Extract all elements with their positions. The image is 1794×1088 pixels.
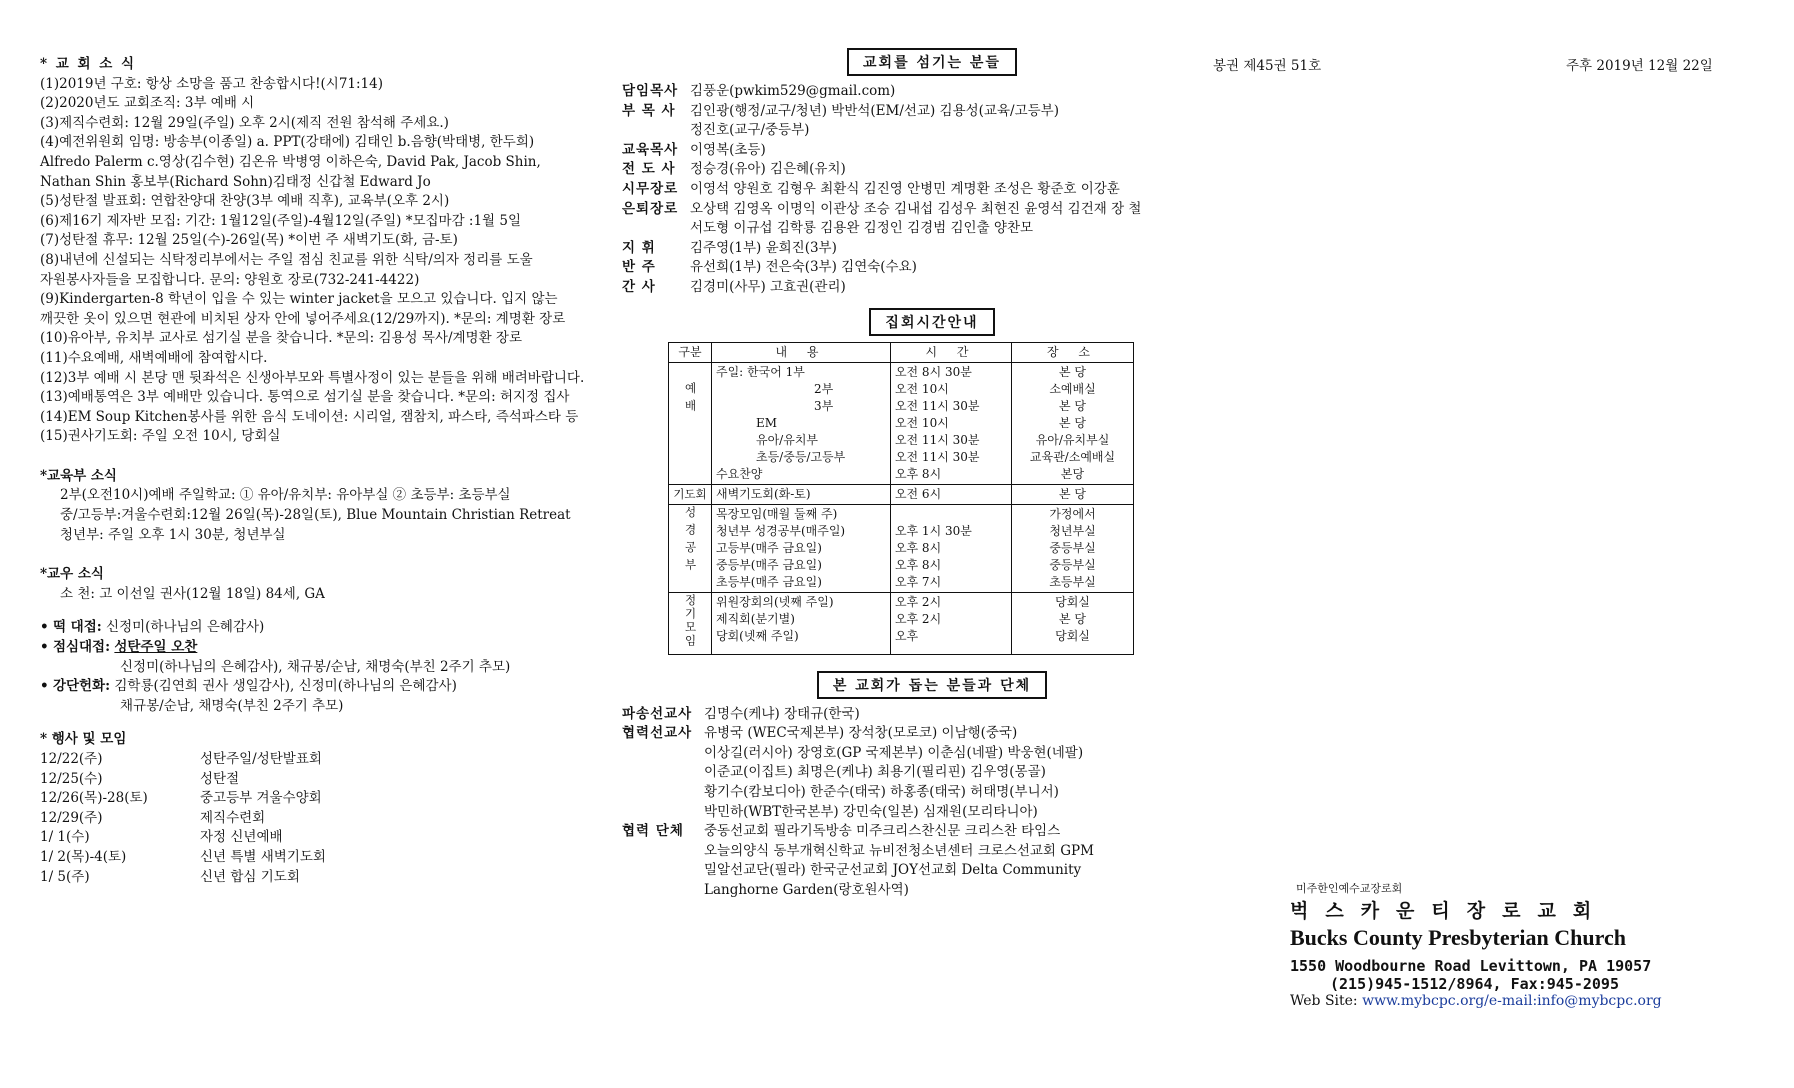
member-heading: *교우 소식 <box>40 566 104 583</box>
schedule-title: 집회시간안내 <box>869 308 994 336</box>
worship-times <box>890 362 1011 484</box>
edu-heading: *교육부 소식 <box>40 467 117 484</box>
study-content: 청년부 성경공부(매주일) <box>716 523 846 538</box>
mission-row-text: 박민하(WBT한국본부) 강민숙(일본) 심재원(모리타니아) <box>704 803 1038 820</box>
worship-content: EM <box>756 415 778 430</box>
edu-item: 청년부: 주일 오후 1시 30분, 청년부실 <box>60 526 286 543</box>
news-item: (4)예전위원회 임명: 방송부(이종일) a. PPT(강태에) 김태인 b.음향(박태병, 한두희) <box>40 134 535 151</box>
study-place: 중등부실 <box>1049 540 1096 555</box>
event-date: 1/ 1(수) <box>40 829 90 846</box>
worship-place: 본 당 <box>1059 415 1087 430</box>
flower-text-1: 김학룡(김연희 권사 생일감사), 신정미(하나님의 은혜감사) <box>114 678 457 695</box>
study-time: 오후 8시 <box>894 540 942 555</box>
mission-list <box>622 705 1242 901</box>
rice-text: 신정미(하나님의 은혜감사) <box>106 619 265 636</box>
staff-row-text: 김인광(행정/교구/청년) 박반석(EM/선교) 김용성(교육/고등부) <box>690 102 1059 119</box>
news-item: (13)예배통역은 3부 예배만 있습니다. 통역으로 섬기실 분을 찾습니다. *문의: 허지정 집사 <box>40 389 570 406</box>
study-places <box>1012 504 1134 592</box>
worship-row <box>669 362 1134 484</box>
meeting-place: 본 당 <box>1059 611 1087 626</box>
staff-row-label: 시무장로 <box>622 180 679 197</box>
lunch-list <box>40 658 600 678</box>
volume-number: 봉권 제45권 51호 <box>1213 58 1322 74</box>
events-list <box>40 750 600 887</box>
event-name: 신년 특별 새벽기도회 <box>200 848 326 865</box>
worship-place: 교육관/소예배실 <box>1029 449 1116 464</box>
staff-row-text: 김주영(1부) 윤희진(3부) <box>690 239 837 256</box>
worship-content: 유아/유치부 <box>756 432 819 447</box>
mission-row-text: 중동선교회 필라기독방송 미주크리스찬신문 크리스찬 타임스 <box>704 823 1061 840</box>
header-place: 장 소 <box>1012 342 1134 362</box>
event-name: 성탄주일/성탄발표회 <box>200 751 322 767</box>
church-phone: (215)945-1512/8964, Fax:945-2095 <box>1330 975 1619 993</box>
bulletin-date: 주후 2019년 12월 22일 <box>1566 58 1713 74</box>
staff-row-label: 간 사 <box>622 278 656 295</box>
staff-row-label: 전 도 사 <box>622 161 676 178</box>
meeting-content: 위원장회의(넷째 주일) <box>716 594 834 609</box>
prayer-content: 새벽기도회(화-토) <box>712 484 891 504</box>
worship-time: 오전 8시 30분 <box>894 364 972 379</box>
event-date: 1/ 2(목)-4(토) <box>40 848 127 865</box>
edu-item: 중/고등부:겨울수련회:12월 26일(목)-28일(토), Blue Mountain Christian Retreat <box>60 507 571 524</box>
study-place: 청년부실 <box>1049 523 1096 538</box>
study-place: 중등부실 <box>1049 557 1096 572</box>
meeting-category: 정기모임 <box>683 593 698 648</box>
news-item: (15)권사기도회: 주일 오전 10시, 당회실 <box>40 428 281 445</box>
staff-row-label: 지 휘 <box>622 239 656 256</box>
staff-row <box>622 200 1242 220</box>
denomination: 미주한인예수교장로회 <box>1296 882 1403 895</box>
news-item: 자원봉사자들을 모집합니다. 문의: 양원호 장로(732-241-4422) <box>40 271 420 288</box>
mission-row <box>622 783 1242 803</box>
news-item: (8)내년에 신설되는 식탁정리부에서는 주일 점심 친교를 위한 식탁/의자 정리를 도울 <box>40 251 533 268</box>
mission-row-text: 밀알선교단(필라) 한국군선교회 JOY선교회 Delta Community <box>704 862 1082 879</box>
staff-row <box>622 180 1242 200</box>
staff-row-text: 유선희(1부) 전은숙(3부) 김연숙(수요) <box>690 259 917 276</box>
staff-row <box>622 102 1242 122</box>
study-time: 오후 1시 30분 <box>894 523 972 538</box>
lunch-emphasis: 성탄주일 오찬 <box>114 639 198 656</box>
edu-item: 2부(오전10시)예배 주일학교: ① 유아/유치부: 유아부실 ② 초등부: 초등부실 <box>60 487 511 504</box>
event-name: 신년 합심 기도회 <box>200 868 300 885</box>
mission-row <box>622 861 1242 881</box>
news-item: 깨끗한 옷이 있으면 현관에 비치된 상자 안에 넣어주세요(12/29까지). *문의: 계명환 장로 <box>40 310 566 327</box>
staff-row <box>622 121 1242 141</box>
meeting-content: 제직회(분기별) <box>716 611 795 626</box>
meeting-time: 오후 2시 <box>894 594 942 609</box>
event-date: 1/ 5(주) <box>40 868 90 885</box>
web-label: Web Site: <box>1290 993 1363 1009</box>
study-content: 중등부(매주 금요일) <box>716 557 822 572</box>
worship-time: 오전 10시 <box>894 381 949 396</box>
staff-row-text: 오상택 김영옥 이명익 이관상 조승 김내섭 김성우 최현진 윤영석 김건재 장 철 <box>690 200 1142 217</box>
study-time: 오후 8시 <box>894 557 942 572</box>
study-category: 성경공부 <box>683 505 698 576</box>
worship-time: 오전 11시 30분 <box>894 432 980 447</box>
mission-row <box>622 724 1242 744</box>
staff-row-text: 정승경(유아) 김은혜(유치) <box>690 161 846 178</box>
news-list <box>40 75 600 447</box>
study-contents <box>712 504 891 592</box>
staff-row-text: 이영석 양원호 김형우 최환식 김진영 안병민 계명환 조성은 황준호 이강훈 <box>690 180 1120 197</box>
staff-row <box>622 82 1242 102</box>
staff-row <box>622 258 1242 278</box>
church-info <box>1290 880 1710 1009</box>
staff-row <box>622 160 1242 180</box>
lunch-label: 점심대접: <box>52 639 111 656</box>
study-place: 가정에서 <box>1049 506 1096 521</box>
worship-place: 본당 <box>1060 466 1085 481</box>
mission-title: 본 교회가 돕는 분들과 단체 <box>817 671 1047 699</box>
study-row <box>669 504 1134 592</box>
events-heading: * 행사 및 모임 <box>40 731 127 748</box>
mission-row-label: 협력 단체 <box>622 823 684 840</box>
mission-row-text: 오늘의양식 동부개혁신학교 뉴비전청소년센터 크로스선교회 GPM <box>704 842 1094 859</box>
mission-row-text: 이상길(러시아) 장영호(GP 국제본부) 이춘심(네팔) 박웅현(네팔) <box>704 744 1084 761</box>
staff-row-text: 김경미(사무) 고효권(관리) <box>690 278 846 295</box>
news-item: (5)성탄절 발표회: 연합찬양대 찬양(3부 예배 직후), 교육부(오후 2시) <box>40 193 450 210</box>
staff-row-label: 담임목사 <box>622 83 679 99</box>
meeting-place: 당회실 <box>1055 628 1090 643</box>
meeting-times <box>890 592 1011 654</box>
lunch-row: • 점심대접: 성탄주일 오찬 <box>40 639 198 656</box>
web-link[interactable]: www.mybcpc.org/e-mail:info@mybcpc.org <box>1362 993 1662 1009</box>
church-address: 1550 Woodbourne Road Levittown, PA 19057 <box>1290 957 1652 975</box>
event-row <box>40 770 600 790</box>
news-item: (6)제16기 제자반 모집: 기간: 1월12일(주일)-4월12일(주일) *모집마감 :1월 5일 <box>40 212 522 229</box>
study-times <box>890 504 1011 592</box>
flower-row: • 강단헌화: 김학룡(김연희 권사 생일감사), 신정미(하나님의 은혜감사) <box>40 678 457 695</box>
study-content: 목장모임(매월 둘째 주) <box>716 506 838 521</box>
staff-title: 교회를 섬기는 분들 <box>847 48 1017 76</box>
church-web <box>1290 993 1710 1009</box>
schedule-table <box>668 342 1134 655</box>
event-name: 자정 신년예배 <box>200 829 283 846</box>
mission-row <box>622 881 1242 901</box>
church-english-name: Bucks County Presbyterian Church <box>1290 925 1626 950</box>
header-category: 구분 <box>669 342 712 362</box>
schedule-header-row <box>669 342 1134 362</box>
event-row <box>40 750 600 770</box>
worship-place: 본 당 <box>1059 364 1087 379</box>
event-name: 중고등부 겨울수양회 <box>200 790 322 807</box>
rice-row: • 떡 대접: 신정미(하나님의 은혜감사) <box>40 619 265 636</box>
mission-row <box>622 763 1242 783</box>
mission-row-label: 협력선교사 <box>622 725 693 742</box>
worship-time: 오전 11시 30분 <box>894 398 980 413</box>
mission-row-text: 황기수(캄보디아) 한준수(태국) 하홍종(태국) 허태명(부니서) <box>704 783 1059 800</box>
mission-row-label: 파송선교사 <box>622 705 693 722</box>
staff-row <box>622 141 1242 161</box>
staff-row-label: 은퇴장로 <box>622 200 679 217</box>
worship-place: 유아/유치부실 <box>1035 432 1110 447</box>
staff-row-label: 부 목 사 <box>622 102 676 119</box>
meeting-time: 오후 <box>894 628 919 643</box>
staff-row-label: 반 주 <box>622 259 656 276</box>
flower-text-2: 채규봉/순남, 채명숙(부친 2주기 추모) <box>120 697 344 714</box>
study-content: 고등부(매주 금요일) <box>716 540 822 555</box>
worship-content: 수요찬양 <box>716 466 763 481</box>
study-time: 오후 7시 <box>894 574 942 589</box>
worship-content: 주일: 한국어 1부 <box>716 364 805 379</box>
mission-row <box>622 803 1242 823</box>
middle-column <box>622 48 1242 900</box>
event-row <box>40 868 600 888</box>
news-item: (3)제직수련회: 12월 29일(주일) 오후 2시(제직 전원 참석해 주세요.) <box>40 114 449 131</box>
event-row <box>40 828 600 848</box>
prayer-time: 오전 6시 <box>890 484 1011 504</box>
prayer-place: 본 당 <box>1012 484 1134 504</box>
event-row <box>40 809 600 829</box>
event-row <box>40 848 600 868</box>
worship-time: 오후 8시 <box>894 466 942 481</box>
staff-row <box>622 239 1242 259</box>
event-name: 제직수련회 <box>200 809 266 826</box>
staff-row-label: 교육목사 <box>622 141 679 158</box>
mission-row-text: 유병국 (WEC국제본부) 장석창(모로코) 이남행(중국) <box>704 725 1018 742</box>
mission-row <box>622 705 1242 725</box>
meeting-contents <box>712 592 891 654</box>
news-item: (2)2020년도 교회조직: 3부 예배 시 <box>40 95 255 112</box>
staff-list <box>622 82 1242 298</box>
staff-row <box>622 219 1242 239</box>
event-date: 12/26(목)-28(토) <box>40 790 148 807</box>
worship-content: 초등/중등/고등부 <box>756 449 846 464</box>
meeting-time: 오후 2시 <box>894 611 942 626</box>
event-row <box>40 789 600 809</box>
mission-row-text: 김명수(케냐) 장태규(한국) <box>704 705 860 722</box>
worship-place: 본 당 <box>1059 398 1087 413</box>
rice-label: 떡 대접: <box>52 619 102 636</box>
member-item: 소 천: 고 이선일 권사(12월 18일) 84세, GA <box>60 585 325 602</box>
news-item: Nathan Shin 홍보부(Richard Sohn)김태정 신갑철 Edward Jo <box>40 173 431 190</box>
lunch-item: 신정미(하나님의 은혜감사), 채규봉/순남, 채명숙(부친 2주기 추모) <box>120 658 511 675</box>
mission-row <box>622 842 1242 862</box>
meeting-place: 당회실 <box>1055 594 1090 609</box>
church-korean-name: 벅스카운티장로교회 <box>1290 900 1609 922</box>
mission-row-text: Langhorne Garden(랑호원사역) <box>704 881 909 898</box>
news-item: Alfredo Palerm c.영상(김수현) 김온유 박병영 이하은숙, David Pak, Jacob Shin, <box>40 153 541 170</box>
worship-time: 오전 11시 30분 <box>894 449 980 464</box>
worship-content: 3부 <box>814 398 834 413</box>
study-place: 초등부실 <box>1049 574 1096 589</box>
edu-list <box>40 486 600 545</box>
news-heading: * 교 회 소 식 <box>40 56 137 72</box>
staff-row-text: 이영복(초등) <box>690 141 766 158</box>
meeting-content: 당회(넷째 주일) <box>716 628 799 643</box>
worship-category: 예배 <box>683 381 698 417</box>
event-date: 12/22(주) <box>40 751 103 767</box>
event-date: 12/29(주) <box>40 809 103 826</box>
flower-label: 강단헌화: <box>52 678 111 695</box>
prayer-row <box>669 484 1134 504</box>
meeting-places <box>1012 592 1134 654</box>
left-column <box>40 55 600 887</box>
mission-row-text: 이준교(이집트) 최명은(케냐) 최용기(필리핀) 김우영(몽골) <box>704 764 1046 781</box>
member-list <box>40 585 600 605</box>
worship-time: 오전 10시 <box>894 415 949 430</box>
staff-row-text: 정진호(교구/중등부) <box>690 122 810 139</box>
staff-row-text: 서도형 이규섭 김학룡 김용완 김정인 김경범 김인출 양찬모 <box>690 220 1034 237</box>
mission-row <box>622 744 1242 764</box>
study-content: 초등부(매주 금요일) <box>716 574 822 589</box>
header-content: 내 용 <box>712 342 891 362</box>
worship-contents <box>712 362 891 484</box>
event-name: 성탄절 <box>200 770 240 787</box>
worship-content: 2부 <box>814 381 834 396</box>
header-time: 시 간 <box>890 342 1011 362</box>
news-item: (7)성탄절 휴무: 12월 25일(수)-26일(목) *이번 주 새벽기도(화, 금-토) <box>40 232 458 249</box>
news-item: (14)EM Soup Kitchen봉사를 위한 음식 도네이션: 시리얼, 잼참치, 파스타, 즉석파스타 등 <box>40 408 579 425</box>
news-item: (12)3부 예배 시 본당 맨 뒷좌석은 신생아부모와 특별사정이 있는 분들을 위해 배려바랍니다. <box>40 369 585 386</box>
news-item: (1)2019년 구호: 항상 소망을 품고 찬송합시다!(시71:14) <box>40 75 384 92</box>
worship-places <box>1012 362 1134 484</box>
prayer-category: 기도회 <box>669 484 712 504</box>
mission-row <box>622 822 1242 842</box>
news-item: (9)Kindergarten-8 학년이 입을 수 있는 winter jacket을 모으고 있습니다. 입지 않는 <box>40 291 558 308</box>
study-time <box>895 506 1007 523</box>
worship-place: 소예배실 <box>1049 381 1096 396</box>
news-item: (10)유아부, 유치부 교사로 섬기실 분을 찾습니다. *문의: 김용성 목사/계명환 장로 <box>40 330 522 347</box>
news-item: (11)수요예배, 새벽예배에 참여합시다. <box>40 349 268 366</box>
staff-row-text: 김풍운(pwkim529@gmail.com) <box>690 83 896 99</box>
event-date: 12/25(수) <box>40 770 103 787</box>
staff-row <box>622 278 1242 298</box>
meeting-row <box>669 592 1134 654</box>
